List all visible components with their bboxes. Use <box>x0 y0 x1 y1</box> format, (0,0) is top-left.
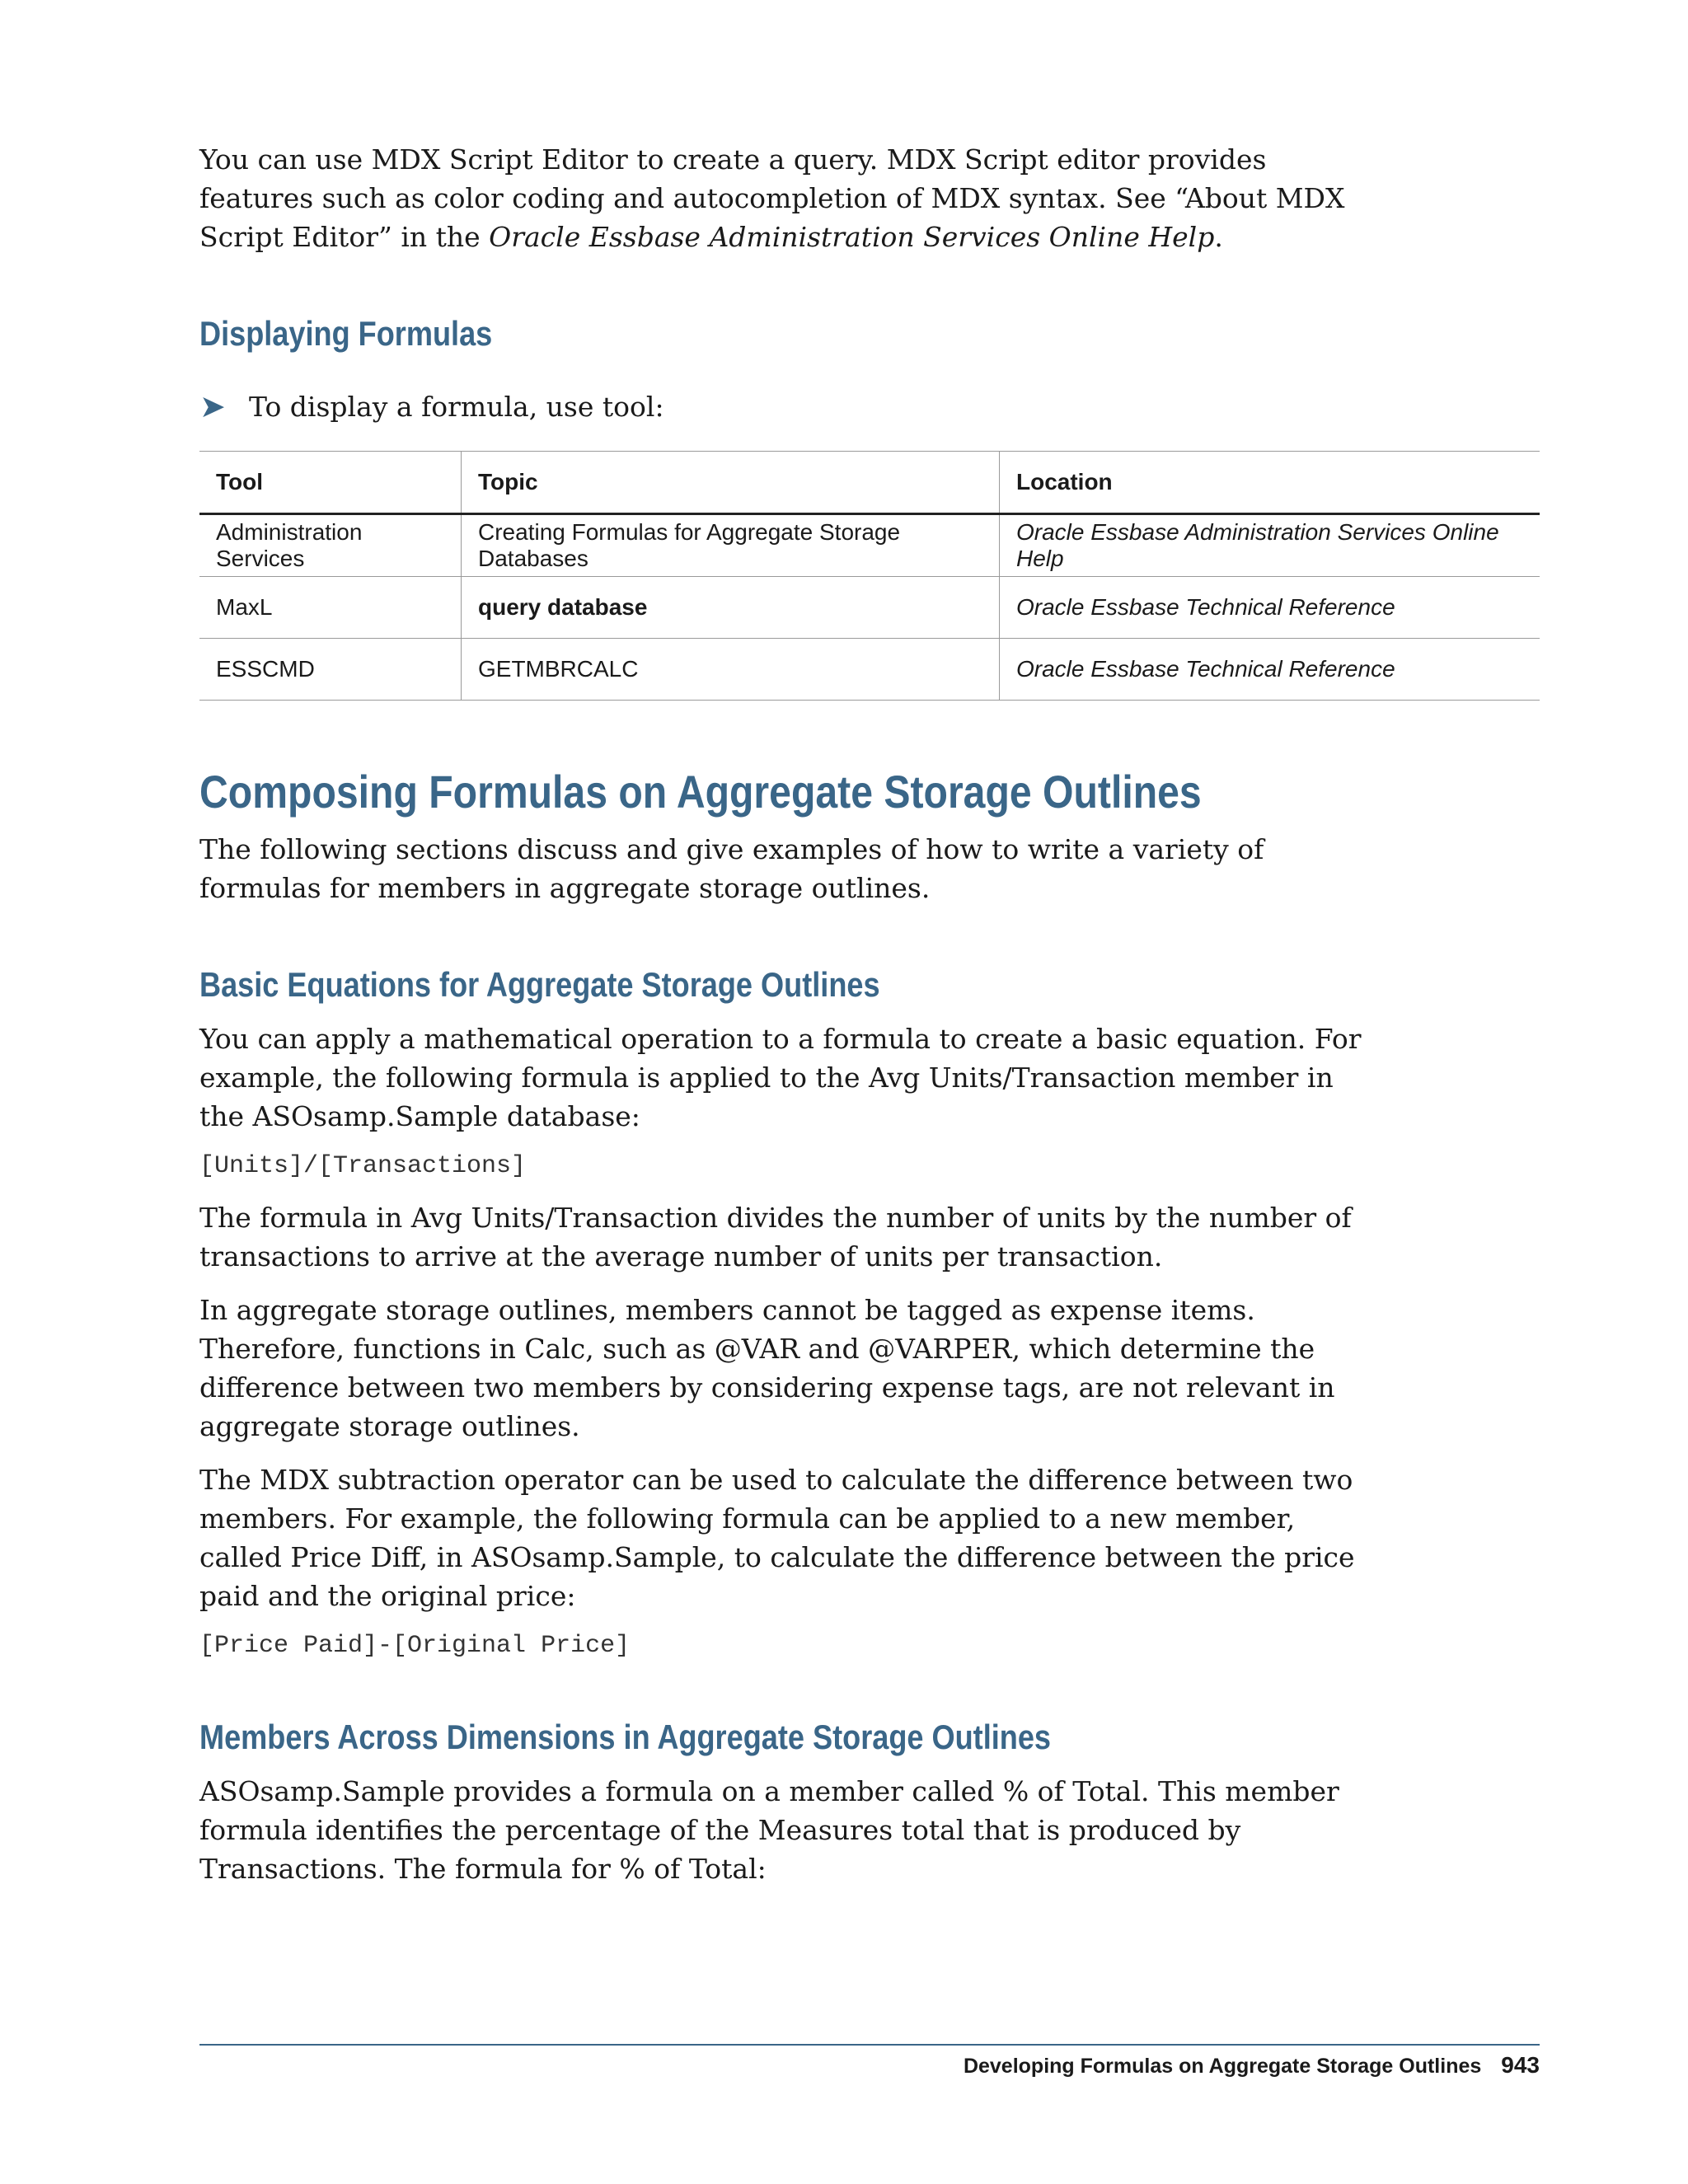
column-header-tool: Tool <box>199 452 462 514</box>
footer-title: Developing Formulas on Aggregate Storage Outlines <box>963 2055 1482 2078</box>
page-content <box>199 140 1540 1888</box>
column-header-topic: Topic <box>462 452 1000 514</box>
page-footer <box>964 2052 1540 2079</box>
heading-members-across-dimensions: Members Across Dimensions in Aggregate Storage Outlines <box>199 1718 1052 1756</box>
table-cell-tool: MaxL <box>199 577 462 639</box>
basic-paragraph-3: In aggregate storage outlines, members cannot be tagged as expense items. Therefore, functions in Calc, such as @VAR and @VARPER, which determine the difference between two members by considering expense tags, are not relevant in aggregate storage outlines. <box>199 1294 1335 1442</box>
intro-reference: Oracle Essbase Administration Services Online Help <box>489 221 1215 253</box>
footer-rule <box>199 2044 1540 2046</box>
members-paragraph-1: ASOsamp.Sample provides a formula on a member called % of Total. This member formula identifies the percentage of the Measures total that is produced by Transactions. The formula for % of Total: <box>199 1775 1339 1885</box>
table-cell-topic: query database <box>462 577 1000 639</box>
table-cell-location: Oracle Essbase Administration Services Online Help <box>1000 514 1540 577</box>
table-cell-topic: Creating Formulas for Aggregate Storage Databases <box>462 514 1000 577</box>
composing-intro: The following sections discuss and give examples of how to write a variety of formulas for members in aggregate storage outlines. <box>199 833 1264 904</box>
page-number: 943 <box>1501 2052 1540 2078</box>
table-header-row <box>199 452 1540 514</box>
basic-paragraph-2: The formula in Avg Units/Transaction divides the number of units by the number of transactions to arrive at the average number of units per transaction. <box>199 1202 1352 1272</box>
tools-table <box>199 451 1540 701</box>
heading-composing-formulas: Composing Formulas on Aggregate Storage Outlines <box>199 766 1202 818</box>
basic-paragraph-4: The MDX subtraction operator can be used to calculate the difference between two members. For example, the following formula can be applied to a new member, called Price Diff, in ASOsamp.Sample, to calculate the difference between the price paid and the original price: <box>199 1464 1355 1612</box>
table-cell-tool: ESSCMD <box>199 639 462 701</box>
table-cell-topic: GETMBRCALC <box>462 639 1000 701</box>
basic-paragraph-1: You can apply a mathematical operation to a formula to create a basic equation. For example, the following formula is applied to the Avg Units/Transaction member in the ASOsamp.Sample database: <box>199 1023 1362 1132</box>
column-header-location: Location <box>1000 452 1540 514</box>
table-row <box>199 514 1540 577</box>
heading-basic-equations: Basic Equations for Aggregate Storage Outlines <box>199 965 880 1004</box>
intro-paragraph: You can use MDX Script Editor to create a query. MDX Script editor provides features such as color coding and autocompletion of MDX syntax. See “About MDX Script Editor” in the Oracle Essbase Administration Services Online Help. <box>199 143 1345 253</box>
code-example-price: [Price Paid]-[Original Price] <box>199 1632 631 1660</box>
table-row <box>199 639 1540 701</box>
table-cell-location: Oracle Essbase Technical Reference <box>1000 577 1540 639</box>
step-text: To display a formula, use tool: <box>249 390 664 423</box>
table-cell-location: Oracle Essbase Technical Reference <box>1000 639 1540 701</box>
table-cell-tool: Administration Services <box>199 514 462 577</box>
heading-displaying-formulas: Displaying Formulas <box>199 314 493 353</box>
table-row <box>199 577 1540 639</box>
code-example-units: [Units]/[Transactions] <box>199 1152 527 1180</box>
arrow-icon: ➤ <box>199 388 226 424</box>
procedure-step <box>199 388 1540 424</box>
